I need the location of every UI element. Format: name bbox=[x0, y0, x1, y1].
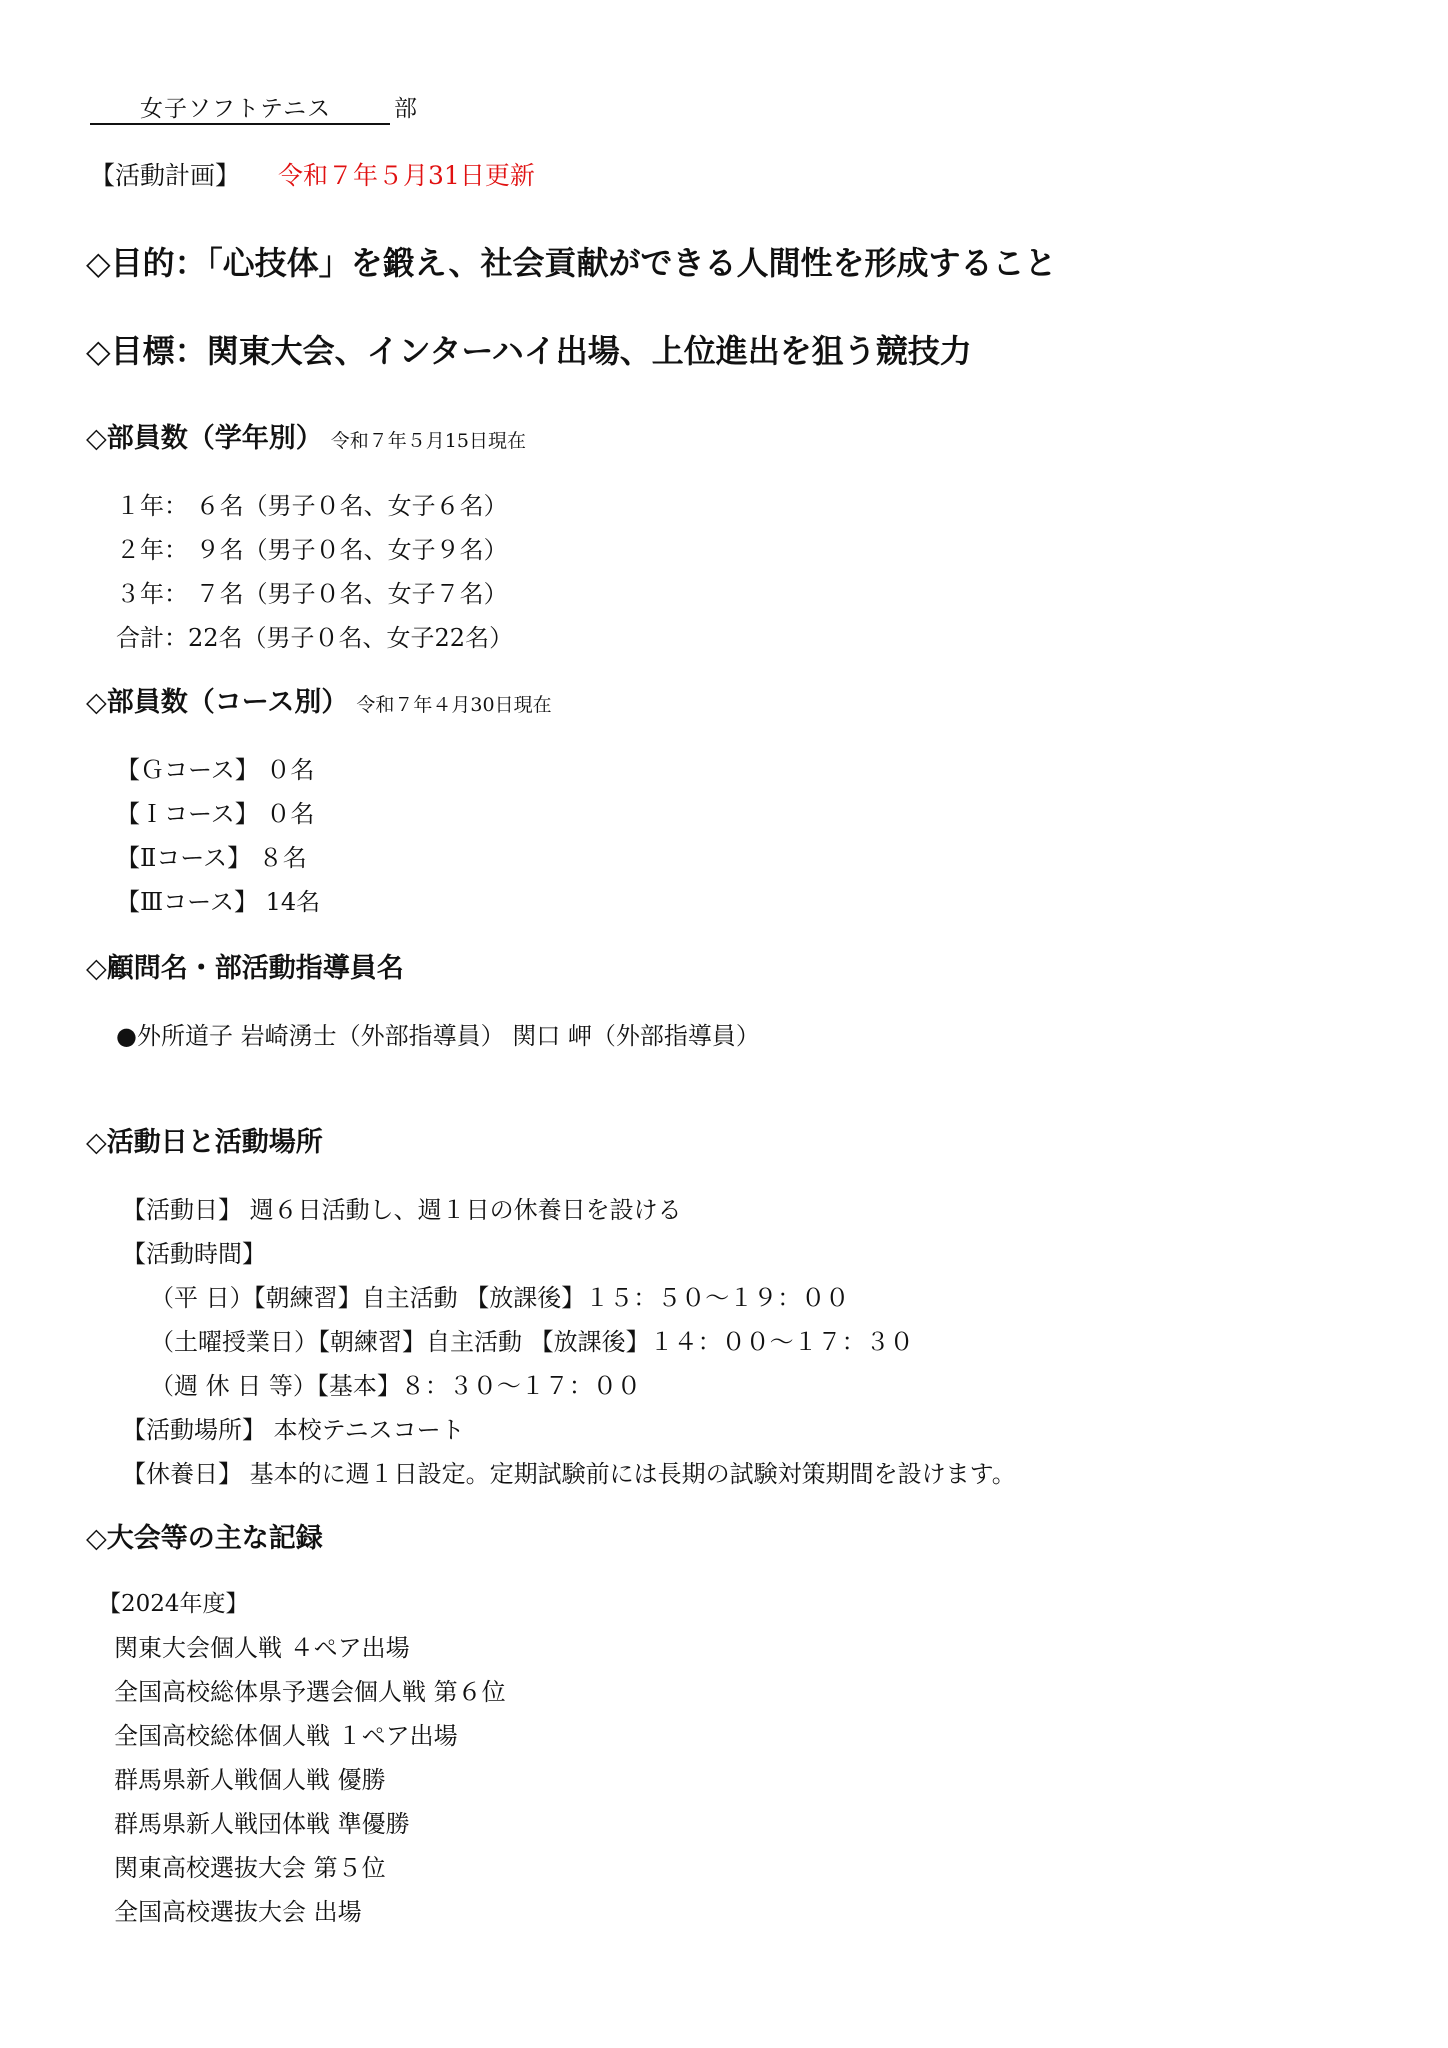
members-by-grade-title: ◇部員数（学年別） bbox=[86, 423, 323, 454]
record-item: 関東大会個人戦 ４ペア出場 bbox=[114, 1634, 410, 1662]
purpose-heading: ◇目的：「心技体」を鍛え、社会貢献ができる人間性を形成すること bbox=[86, 244, 1057, 282]
course-row-3: 【Ⅲコース】 14名 bbox=[116, 888, 321, 916]
course-row-g: 【Ｇコース】 ０名 bbox=[116, 756, 315, 784]
grade-row-3: ３年： ７名（男子０名、女子７名） bbox=[116, 580, 508, 608]
goal-heading: ◇目標：関東大会、インターハイ出場、上位進出を狙う競技力 bbox=[86, 332, 972, 370]
course-row-2: 【Ⅱコース】 ８名 bbox=[116, 844, 307, 872]
club-suffix: 部 bbox=[394, 96, 417, 122]
record-item: 群馬県新人戦団体戦 準優勝 bbox=[114, 1810, 410, 1838]
activity-place: 【活動場所】 本校テニスコート bbox=[122, 1416, 465, 1444]
members-by-grade-heading bbox=[86, 420, 526, 460]
grade-row-2: ２年： ９名（男子０名、女子９名） bbox=[116, 536, 508, 564]
record-item: 全国高校総体個人戦 １ペア出場 bbox=[114, 1722, 458, 1750]
activity-hours-label: 【活動時間】 bbox=[122, 1240, 266, 1268]
activity-weekday: （平 日）【朝練習】自主活動 【放課後】１５：５０～１９：００ bbox=[150, 1284, 850, 1312]
activity-heading: ◇活動日と活動場所 bbox=[86, 1127, 323, 1158]
record-item: 関東高校選抜大会 第５位 bbox=[114, 1854, 386, 1882]
activity-rest: 【休養日】 基本的に週１日設定。定期試験前には長期の試験対策期間を設けます。 bbox=[122, 1460, 1016, 1488]
grade-row-1: １年： ６名（男子０名、女子６名） bbox=[116, 492, 508, 520]
members-by-course-title: ◇部員数（コース別） bbox=[86, 687, 349, 718]
members-by-grade-note: 令和７年５月15日現在 bbox=[330, 430, 526, 452]
grade-row-total: 合計：22名（男子０名、女子22名） bbox=[116, 624, 514, 652]
advisors-line: ●外所道子 岩崎湧士（外部指導員） 関口 岬（外部指導員） bbox=[116, 1022, 760, 1050]
activity-holiday: （週 休 日 等）【基本】８：３０～１７：００ bbox=[150, 1372, 641, 1400]
activity-days: 【活動日】 週６日活動し、週１日の休養日を設ける bbox=[122, 1196, 682, 1224]
records-heading: ◇大会等の主な記録 bbox=[86, 1523, 323, 1554]
activity-saturday: （土曜授業日）【朝練習】自主活動 【放課後】１４：００～１７：３０ bbox=[150, 1328, 914, 1356]
records-list bbox=[98, 1586, 506, 1938]
records-year: 【2024年度】 bbox=[98, 1591, 249, 1617]
members-by-course-note: 令和７年４月30日現在 bbox=[356, 694, 552, 716]
record-item: 群馬県新人戦個人戦 優勝 bbox=[114, 1766, 386, 1794]
record-item: 全国高校選抜大会 出場 bbox=[114, 1898, 362, 1926]
advisors-heading: ◇顧問名・部活動指導員名 bbox=[86, 953, 404, 984]
plan-label: 【活動計画】 bbox=[90, 161, 241, 190]
record-item: 全国高校総体県予選会個人戦 第６位 bbox=[114, 1678, 506, 1706]
course-row-1: 【Ｉコース】 ０名 bbox=[116, 800, 315, 828]
club-title-line bbox=[90, 92, 417, 126]
plan-line bbox=[90, 158, 535, 194]
plan-updated-date: 令和７年５月31日更新 bbox=[278, 161, 535, 190]
members-by-course-heading bbox=[86, 684, 552, 724]
club-name: 女子ソフトテニス bbox=[90, 95, 390, 125]
